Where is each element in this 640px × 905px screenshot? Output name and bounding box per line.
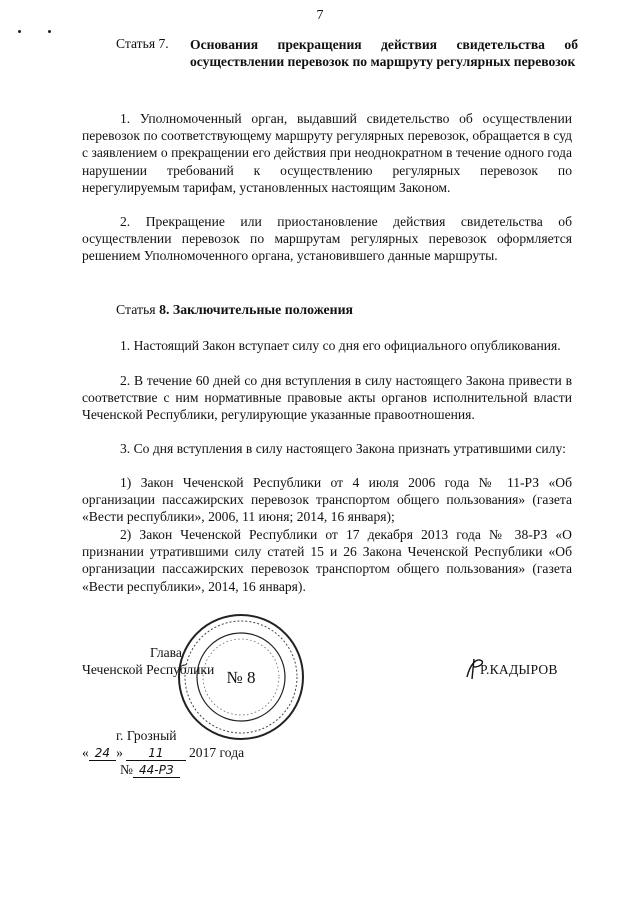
place-of-signing: г. Грозный — [116, 728, 177, 743]
page-number: 7 — [316, 8, 324, 23]
signatory-org: Чеченской Республики — [82, 662, 215, 677]
law-number-value: 44-РЗ — [133, 763, 180, 778]
article-8-paragraph-1: 1. Настоящий Закон вступает силу со дня его официального опубликования. — [120, 338, 561, 353]
article-8-heading — [116, 302, 353, 318]
date-year: 2017 года — [188, 745, 245, 760]
law-number-prefix: № — [120, 762, 133, 777]
scan-speck — [48, 30, 51, 33]
law-number — [120, 762, 180, 778]
article-7-paragraph-2: 2. Прекращение или приостановление действия свидетельства об осуществлении перевозок по маршрутам регулярных перевозок оформляется решением Уполномоченного органа, установившего данные маршруты. — [82, 214, 572, 264]
date-open-quote: « — [82, 745, 89, 760]
date-month: 11 — [126, 746, 185, 761]
article-8-item-1: 1) Закон Чеченской Республики от 4 июля 2006 года № 11-РЗ «Об организации пассажирских перевозок транспортом общего пользования» (газета «Вести республики», 2006, 11 июня; 2014, 16 января); — [82, 475, 572, 525]
article-8-item-2: 2) Закон Чеченской Республики от 17 декабря 2013 года № 38-РЗ «О признании утратившими силу статей 15 и 26 Закона Чеченской Республики «Об организации пассажирских перевозок транспортом общего пользования» (газета «Вести республики», 2014, 16 января). — [82, 527, 572, 594]
signatory-role: Глава — [150, 645, 182, 660]
scan-speck — [18, 30, 21, 33]
article-8-title: 8. Заключительные положения — [159, 302, 354, 317]
date-day: 24 — [89, 746, 116, 761]
seal-number: № 8 — [226, 668, 256, 687]
article-8-label: Статья — [116, 302, 156, 317]
article-7-paragraph-1: 1. Уполномоченный орган, выдавший свидетельство об осуществлении перевозок по соответствующему маршруту регулярных перевозок, обращается в суд с заявлением о прекращении его действия при неоднократном в течение одного года нарушении требований к осуществлению регулярных перевозок по нерегулируемым тарифам, установленных настоящим Законом. — [82, 111, 572, 195]
date-close-quote: » — [116, 745, 123, 760]
signatory-name: Р.КАДЫРОВ — [480, 662, 558, 677]
article-8-paragraph-3: 3. Со дня вступления в силу настоящего Закона признать утратившими силу: — [120, 441, 566, 456]
signing-date — [82, 745, 244, 761]
article-8-paragraph-2: 2. В течение 60 дней со дня вступления в силу настоящего Закона привести в соответствие с ним нормативные правовые акты органов исполнительной власти Чеченской Республики, регулирующие указанные правоотношения. — [82, 373, 572, 423]
article-7-label: Статья 7. — [116, 36, 169, 51]
article-7-title: Основания прекращения действия свидетельства об осуществлении перевозок по маршруту регулярных перевозок — [190, 37, 578, 69]
